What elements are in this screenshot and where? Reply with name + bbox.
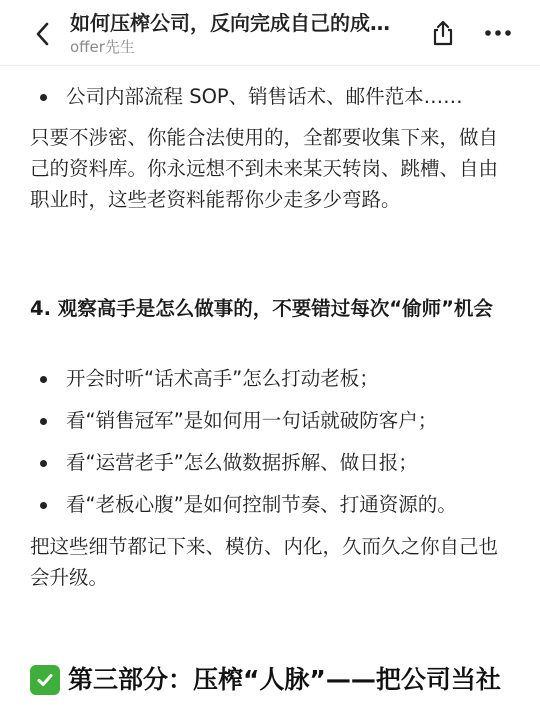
article-body xyxy=(0,66,540,720)
chevron-left-icon xyxy=(34,21,50,47)
list-item: 公司内部流程 SOP、销售话术、邮件范本…… xyxy=(30,82,510,112)
section-heading-text: 第三部分：压榨“人脉”——把公司当社 xyxy=(68,665,501,694)
more-dots-icon xyxy=(484,29,512,37)
list-item: 开会时听“话术高手”怎么打动老板； xyxy=(30,364,510,394)
paragraph: 只要不涉密、你能合法使用的，全都要收集下来，做自己的资料库。你永远想不到未来某天转岗、跳槽、自由职业时，这些老资料能帮你少走多少弯路。 xyxy=(30,126,499,211)
paragraph: 把这些细节都记下来、模仿、内化，久而久之你自己也会升级。 xyxy=(30,535,499,589)
section-heading xyxy=(30,663,530,697)
back-button[interactable] xyxy=(22,16,62,52)
list-item: 看“老板心腹”是如何控制节奏、打通资源的。 xyxy=(30,490,510,520)
list-item: 看“销售冠军”是如何用一句话就破防客户； xyxy=(30,406,510,436)
more-options-button[interactable] xyxy=(478,14,518,52)
subheading: 4. 观察高手是怎么做事的，不要错过每次“偷师”机会 xyxy=(30,297,493,320)
share-icon xyxy=(430,19,456,47)
top-nav-bar xyxy=(0,0,540,66)
list-item: 看“运营老手”怎么做数据拆解、做日报； xyxy=(30,448,510,478)
author-name[interactable]: offer先生 xyxy=(70,38,135,56)
check-mark-icon xyxy=(30,665,60,695)
share-button[interactable] xyxy=(424,14,462,52)
article-title: 如何压榨公司，反向完成自己的成… xyxy=(70,11,390,35)
